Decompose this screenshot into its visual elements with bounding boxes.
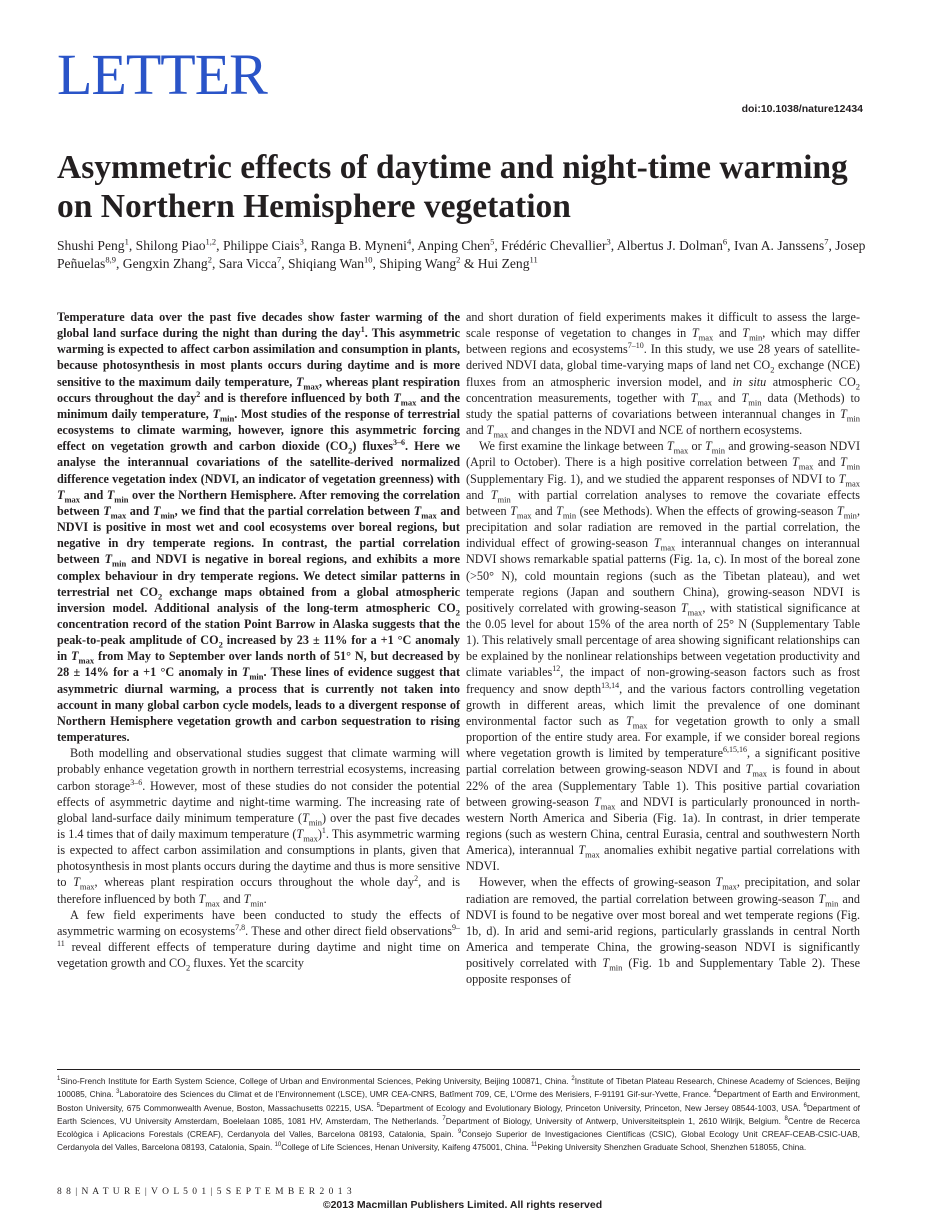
affiliations-divider xyxy=(57,1069,860,1070)
body-paragraph: and short duration of field experiments makes it difficult to assess the large-scale response of vegetation to changes in $T_{max}$ and $T_{min}$, which may differ between regions and ecosystems$^{7-10}$. In this study, we use 28 years of satellite-derived NDVI data, global time-varying maps of land net $CO_2$ exchange (NCE) fluxes from an atmospheric inversion model, and in situ atmospheric $CO_2$ concentration measurements, together with $T_{max}$ and $T_{min}$ data (Methods) to study the spatial patterns of covariations between interannual changes in $T_{min}$ and $T_{max}$ and changes in the NDVI and NCE of northern ecosystems. xyxy=(466,310,860,440)
affiliations-footnote: $^1$Sino-French Institute for Earth System Science, College of Urban and Environmental Sciences, Peking University, Beijing 100871, China. $^2$Institute of Tibetan Plateau Research, Chinese Academy of Sciences, Beijing 100085, China. $^3$Laboratoire des Sciences du Climat et de l’Environnement (LSCE), UMR CEA-CNRS, Batîment 709, CE, L’Orme des Merisiers, F-91191 Gif-sur-Yvette, France. $^4$Department of Earth and Environment, Boston University, 675 Commonwealth Avenue, Boston, Massachusetts 02215, USA. $^5$Department of Ecology and Evolutionary Biology, Princeton University, Princeton, New Jersey 08544-1003, USA. $^6$Department of Earth Sciences, VU University Amsterdam, Boelelaan 1085, 1081 HV, Amsterdam, The Netherlands. $^7$Department of Biology, University of Antwerp, Universiteitsplein 1, 2610 Wilrijk, Belgium. $^8$Centre de Recerca Ecològica i Aplicacions Forestals (CREAF), Cerdanyola del Valles, Barcelona 08193, Catalonia, Spain. $^9$Consejo Superior de Investigaciones Científicas (CSIC), Global Ecology Unit CREAF-CEAB-CSIC-UAB, Cerdanyola del Valles, Barcelona 08193, Catalonia, Spain. $^{10}$College of Life Sciences, Henan University, Kaifeng 475001, China. $^{11}$Peking University Shenzhen Graduate School, Shenzhen 518055, China. xyxy=(57,1076,861,1153)
body-column-right xyxy=(466,309,860,988)
section-label: LETTER xyxy=(57,42,267,107)
body-paragraph: We first examine the linkage between $T_{max}$ or $T_{min}$ and growing-season NDVI (April to October). There is a high positive correlation between $T_{max}$ and $T_{min}$ (Supplementary Fig. 1), and we studied the apparent responses of NDVI to $T_{max}$ and $T_{min}$ with partial correlation analyses to remove the covariate effects between $T_{max}$ and $T_{min}$ (see Methods). When the effects of growing-season $T_{min}$, precipitation and solar radiation are removed in the partial correlation, the individual effect of growing-season $T_{max}$ interannual changes on interannual NDVI shows remarkable spatial patterns (Fig. 1a, c). In most of the boreal zone (>50° N), cold mountain regions (such as the Tibetan plateau), and wet temperate regions (Japan and southern China), growing-season NDVI is positively correlated with growing-season $T_{max}$, with statistical significance at the 0.05 level for about 15% of the area north of 25° N (Supplementary Table 1). This relatively small percentage of area showing significant relationships can be explained by the nonlinear relationships between vegetation productivity and climate variables$^{12}$, the impact of non-growing-season factors such as frost frequency and snow depth$^{13,14}$, and the various factors controlling vegetation growth in different areas, which limit the prevalence of one dominant environmental factor such as $T_{max}$ for vegetation growth to only a small proportion of the entire study area. For example, if we consider boreal regions where vegetation growth is limited by temperature$^{6,15,16}$, a significant positive partial correlation between growing-season NDVI and $T_{max}$ is found in about 22% of the area (Supplementary Table 1). This positive partial covariation between growing-season $T_{max}$ and NDVI is particularly pronounced in north-western North America and Siberia (Fig. 1a). In contrast, in drier temperate regions (such as western China, central Eurasia, central and southwestern North America), interannual $T_{max}$ anomalies exhibit negative partial correlations with NDVI. xyxy=(466,439,861,874)
copyright-notice: ©2013 Macmillan Publishers Limited. All rights reserved xyxy=(322,1199,603,1211)
page-folio: 8 8 | N A T U R E | V O L 5 0 1 | 5 S E P T E M B E R 2 0 1 3 xyxy=(57,1187,353,1197)
author-list: Shushi Peng$^1$, Shilong Piao$^{1,2}$, Philippe Ciais$^3$, Ranga B. Myneni$^4$, Anping Chen$^5$, Frédéric Chevallier$^3$, Albertus J. Dolman$^6$, Ivan A. Janssens$^7$, Josep Peñuelas$^{8,9}$, Gengxin Zhang$^2$, Sara Vicca$^7$, Shiqiang Wan$^{10}$, Shiping Wang$^2$ & Hui Zeng$^{11}$ xyxy=(57,236,866,271)
body-paragraph: A few field experiments have been conducted to study the effects of asymmetric warming on ecosystems$^{7,8}$. These and other direct field observations$^{9-11}$ reveal different effects of temperature during daytime and night time on vegetation growth and $CO_2$ fluxes. Yet the scarcity xyxy=(57,907,460,973)
body-column-left xyxy=(57,309,460,971)
abstract-paragraph: Temperature data over the past five decades show faster warming of the global land surface during the night than during the day$^1$. This asymmetric warming is expected to affect carbon assimilation and consumption in plants, because photosynthesis in most plants occurs during daytime and is more sensitive to the maximum daily temperature, $T_{max}$, whereas plant respiration occurs throughout the day$^2$ and is therefore influenced by both $T_{max}$ and the minimum daily temperature, $T_{min}$. Most studies of the response of terrestrial ecosystems to climate warming, however, ignore this asymmetric forcing effect on vegetation growth and carbon dioxide $(CO_2)$ fluxes$^{3-6}$. Here we analyse the interannual covariations of the satellite-derived normalized difference vegetation index (NDVI, an indicator of vegetation greenness) with $T_{max}$ and $T_{min}$ over the Northern Hemisphere. After removing the correlation between $T_{max}$ and $T_{min}$, we find that the partial correlation between $T_{max}$ and NDVI is positive in most wet and cool ecosystems over boreal regions, but negative in dry temperate regions. In contrast, the partial correlation between $T_{min}$ and NDVI is negative in boreal regions, and exhibits a more complex behaviour in dry temperate regions. We detect similar patterns in terrestrial net $CO_2$ exchange maps obtained from a global atmospheric inversion model. Additional analysis of the long-term atmospheric $CO_2$ concentration record of the station Point Barrow in Alaska suggests that the peak-to-peak amplitude of $CO_2$ increased by 23 ± 11% for a +1 °C anomaly in $T_{max}$ from May to September over lands north of 51° N, but decreased by 28 ± 14% for a +1 °C anomaly in $T_{min}$. These lines of evidence suggest that asymmetric diurnal warming, a process that is currently not taken into account in many global carbon cycle models, leads to a divergent response of Northern Hemisphere vegetation growth and carbon sequestration to rising temperatures. xyxy=(57,310,461,745)
body-paragraph: However, when the effects of growing-season $T_{max}$, precipitation, and solar radiation are removed, the partial correlation between growing-season $T_{min}$ and NDVI is found to be negative over most boreal and wet temperate regions (Fig. 1b, d). In arid and semi-arid regions, particularly grasslands in central North America and temperate China, the growing-season NDVI is significantly positively correlated with $T_{min}$ (Fig. 1b and Supplementary Table 2). These opposite responses of xyxy=(466,875,860,987)
doi-link[interactable]: doi:10.1038/nature12434 xyxy=(741,103,863,115)
article-title: Asymmetric effects of daytime and night-time warming on Northern Hemisphere vegetation xyxy=(57,149,848,225)
body-paragraph: Both modelling and observational studies suggest that climate warming will probably enhance vegetation growth in northern terrestrial ecosystems, increasing carbon storage$^{3-6}$. However, most of these studies do not consider the potential effects of asymmetric daytime and night-time warming. The increasing rate of global land-surface daily minimum temperature $(T_{min})$ over the past five decades is 1.4 times that of daily maximum temperature $(T_{max})^1$. This asymmetric warming is expected to affect carbon assimilation and consumptions in plants, given that photosynthesis in most plants occurs during the daytime and thus is more sensitive to $T_{max}$, whereas plant respiration occurs throughout the whole day$^2$, and is therefore influenced by both $T_{max}$ and $T_{min}$. xyxy=(57,746,461,909)
